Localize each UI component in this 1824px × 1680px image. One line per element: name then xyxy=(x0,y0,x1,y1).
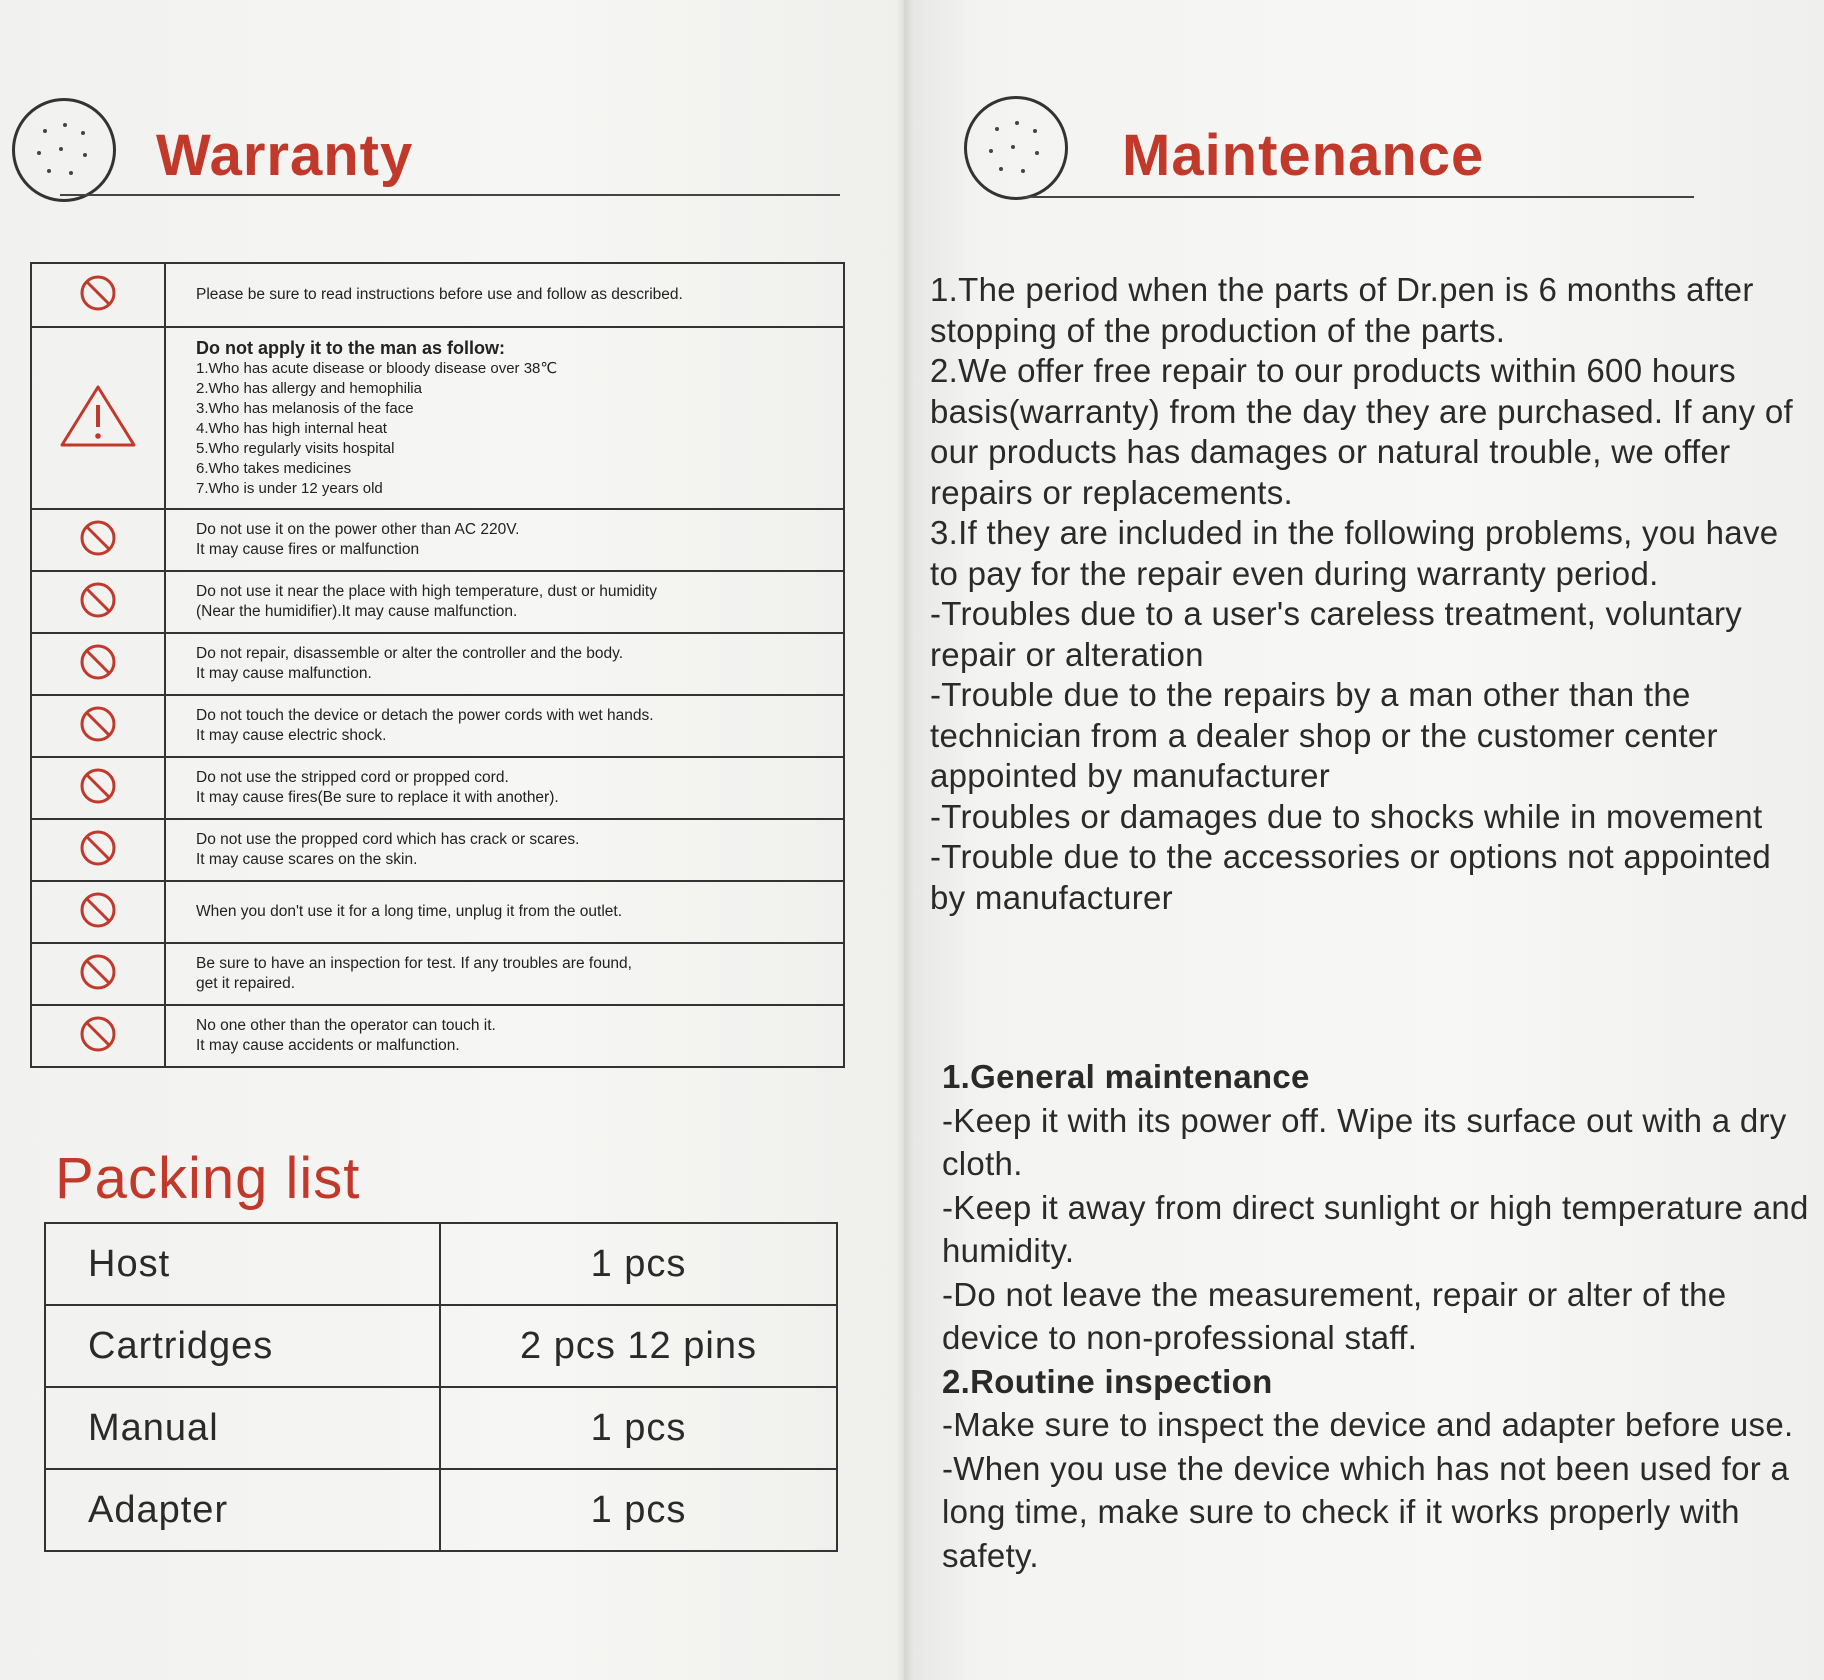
warranty-row-text xyxy=(165,1005,844,1067)
maintenance-paragraph: 3.If they are included in the following problems, you have to pay for the repair even during warranty period. xyxy=(930,514,1779,592)
maintenance-paragraph: -Troubles due to a user's careless treatment, voluntary repair or alteration xyxy=(930,595,1743,673)
warranty-row-line: Do not repair, disassemble or alter the controller and the body. xyxy=(196,645,624,662)
warranty-row-line: It may cause malfunction. xyxy=(196,665,372,682)
warranty-row-text xyxy=(165,695,844,757)
warranty-row-line: 7.Who is under 12 years old xyxy=(196,480,383,497)
warranty-rule xyxy=(60,194,840,196)
warranty-circle-icon xyxy=(12,98,116,202)
warranty-row-line: get it repaired. xyxy=(196,975,296,992)
maintenance-care-text xyxy=(942,1055,1812,1577)
warranty-row xyxy=(31,881,844,943)
warranty-row-line: (Near the humidifier).It may cause malfunction. xyxy=(196,603,518,620)
warranty-row-text xyxy=(165,327,844,509)
packing-row xyxy=(45,1469,837,1551)
packing-row xyxy=(45,1305,837,1387)
warranty-row-line: 3.Who has melanosis of the face xyxy=(196,400,414,417)
maintenance-circle-icon xyxy=(964,96,1068,200)
warranty-row-line: Do not use it on the power other than AC 220V. xyxy=(196,521,520,538)
warranty-row-line: 5.Who regularly visits hospital xyxy=(196,440,395,457)
prohibition-icon xyxy=(78,642,118,682)
warranty-row-line: 2.Who has allergy and hemophilia xyxy=(196,380,422,397)
warranty-row-line: No one other than the operator can touch it. xyxy=(196,1017,496,1034)
warranty-row-line: It may cause electric shock. xyxy=(196,727,387,744)
maintenance-paragraph: 2.We offer free repair to our products within 600 hours basis(warranty) from the day they are purchased. If any of our products has damages or natural trouble, we offer repairs or replacements. xyxy=(930,352,1793,511)
warranty-title: Warranty xyxy=(156,123,414,188)
warranty-row-line: Do not touch the device or detach the power cords with wet hands. xyxy=(196,707,654,724)
routine-inspection-item: -When you use the device which has not been used for a long time, make sure to check if it works properly with safety. xyxy=(942,1449,1790,1574)
warranty-row-text xyxy=(165,881,844,943)
warranty-row-line: It may cause accidents or malfunction. xyxy=(196,1037,460,1054)
packing-item-name: Cartridges xyxy=(45,1305,440,1387)
prohibition-icon xyxy=(78,890,118,930)
warranty-row-heading: Do not apply it to the man as follow: xyxy=(196,338,505,358)
packing-row xyxy=(45,1387,837,1469)
maintenance-paragraph: -Trouble due to the accessories or options not appointed by manufacturer xyxy=(930,838,1772,916)
warranty-row-line: Do not use the stripped cord or propped cord. xyxy=(196,769,509,786)
maintenance-paragraph: -Troubles or damages due to shocks while in movement xyxy=(930,797,1763,835)
warranty-row-text xyxy=(165,509,844,571)
general-maintenance-heading: 1.General maintenance xyxy=(942,1058,1310,1095)
general-maintenance-item: -Keep it with its power off. Wipe its surface out with a dry cloth. xyxy=(942,1101,1787,1182)
warranty-row-text xyxy=(165,633,844,695)
warranty-row-line: 6.Who takes medicines xyxy=(196,460,352,477)
maintenance-paragraph: 1.The period when the parts of Dr.pen is 6 months after stopping of the production of the parts. xyxy=(930,271,1754,349)
maintenance-title: Maintenance xyxy=(1122,123,1485,188)
packing-row xyxy=(45,1223,837,1305)
warranty-row-line: It may cause fires(Be sure to replace it with another). xyxy=(196,789,559,806)
packing-item-name: Manual xyxy=(45,1387,440,1469)
warranty-row-text xyxy=(165,819,844,881)
packing-item-qty: 2 pcs 12 pins xyxy=(440,1305,837,1387)
prohibition-icon xyxy=(78,1014,118,1054)
warranty-row-text xyxy=(165,943,844,1005)
warranty-row-line: It may cause scares on the skin. xyxy=(196,851,418,868)
prohibition-icon xyxy=(78,766,118,806)
warranty-row-line: When you don't use it for a long time, unplug it from the outlet. xyxy=(196,903,623,920)
warranty-row-text xyxy=(165,757,844,819)
warranty-row-line: Be sure to have an inspection for test. If any troubles are found, xyxy=(196,955,632,972)
maintenance-text xyxy=(930,270,1810,918)
warranty-row-text xyxy=(165,571,844,633)
warranty-row xyxy=(31,633,844,695)
routine-inspection-item: -Make sure to inspect the device and adapter before use. xyxy=(942,1406,1794,1443)
left-page xyxy=(0,0,904,1680)
warranty-row-line: Do not use the propped cord which has crack or scares. xyxy=(196,831,580,848)
warranty-row-line: 4.Who has high internal heat xyxy=(196,420,387,437)
packing-list-title: Packing list xyxy=(55,1146,361,1211)
warranty-row xyxy=(31,819,844,881)
warranty-row xyxy=(31,571,844,633)
warranty-row xyxy=(31,509,844,571)
maintenance-paragraph: -Trouble due to the repairs by a man other than the technician from a dealer shop or the customer center appointed by manufacturer xyxy=(930,676,1718,794)
prohibition-icon xyxy=(78,704,118,744)
prohibition-icon xyxy=(78,580,118,620)
page-fold xyxy=(896,0,914,1680)
warranty-row-text xyxy=(165,263,844,327)
packing-item-qty: 1 pcs xyxy=(440,1387,837,1469)
warranty-row-line: Do not use it near the place with high temperature, dust or humidity xyxy=(196,583,657,600)
warranty-row xyxy=(31,327,844,509)
warranty-row xyxy=(31,1005,844,1067)
prohibition-icon xyxy=(78,952,118,992)
warranty-row xyxy=(31,943,844,1005)
packing-item-name: Adapter xyxy=(45,1469,440,1551)
packing-list-table xyxy=(44,1222,838,1552)
warranty-row xyxy=(31,695,844,757)
prohibition-icon xyxy=(78,828,118,868)
warranty-row-line: 1.Who has acute disease or bloody disease over 38℃ xyxy=(196,360,558,377)
routine-inspection-heading: 2.Routine inspection xyxy=(942,1362,1273,1400)
prohibition-icon xyxy=(78,518,118,558)
warranty-row xyxy=(31,757,844,819)
warranty-row xyxy=(31,263,844,327)
packing-item-name: Host xyxy=(45,1223,440,1305)
packing-item-qty: 1 pcs xyxy=(440,1223,837,1305)
general-maintenance-item: -Do not leave the measurement, repair or alter of the device to non-professional staff. xyxy=(942,1275,1727,1356)
general-maintenance-item: -Keep it away from direct sunlight or high temperature and humidity. xyxy=(942,1188,1809,1269)
prohibition-icon xyxy=(78,273,118,313)
warranty-row-line: It may cause fires or malfunction xyxy=(196,541,420,558)
warranty-table xyxy=(30,262,845,1068)
packing-item-qty: 1 pcs xyxy=(440,1469,837,1551)
warranty-row-line: Please be sure to read instructions before use and follow as described. xyxy=(196,286,683,303)
warning-icon xyxy=(58,383,138,449)
maintenance-rule xyxy=(1024,196,1694,198)
